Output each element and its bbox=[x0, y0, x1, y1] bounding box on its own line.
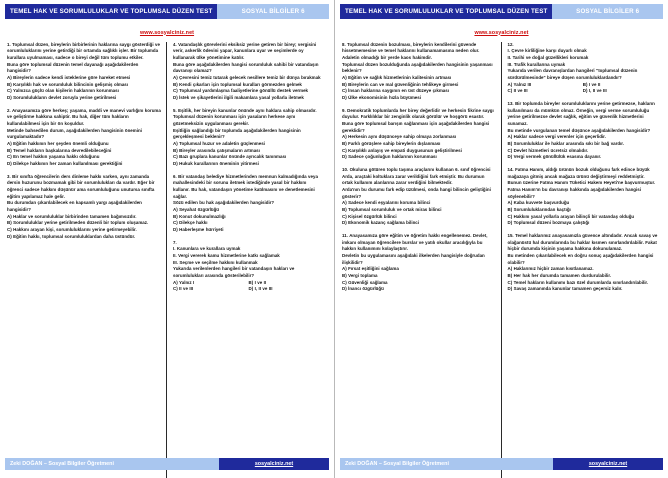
question-7 bbox=[173, 240, 324, 293]
question-ask: Arda'nın bu durumu fark edip üzülmesi, onda hangi bilincin geliştiğini gösterir? bbox=[342, 186, 491, 199]
option-d[interactable]: D) I, II ve III bbox=[248, 286, 273, 292]
question-stem: 14. Fatma Hanım, aldığı ürünün bozuk olduğunu fark edince büyük mağazaya gitmiş ancak mağaza ürünü değiştirmeyi reddetmiştir. Bunun üzerine Fatma Hanım Tüketici Hakem Heyeti'ne başvurmuştur. bbox=[507, 166, 656, 186]
footer-author: Zeki DOĞAN – Sosyal Bilgiler Öğretmeni bbox=[5, 458, 219, 470]
option-d[interactable]: D) Hukuk kurallarının öneminin yitirmesi bbox=[173, 160, 259, 166]
question-11 bbox=[342, 233, 496, 293]
option-c[interactable]: C) Bazı gruplara kanunlar önünde ayrıcalık tanınması bbox=[173, 154, 287, 160]
option-a[interactable]: A) Yalnız III bbox=[507, 81, 532, 87]
footer-author: Zeki DOĞAN – Sosyal Bilgiler Öğretmeni bbox=[340, 458, 553, 470]
page-2-columns bbox=[340, 41, 663, 478]
option-c[interactable]: C) Kişisel özgürlük bilinci bbox=[342, 213, 397, 219]
option-b[interactable]: B) Kendi çıkarları için toplumsal kuralları görmezden gelmek bbox=[173, 81, 302, 87]
option-row-1 bbox=[173, 280, 324, 287]
option-a[interactable]: A) Kaba kuvvete başvurduğu bbox=[507, 200, 570, 206]
footer-site-link[interactable]: sosyalciniz.net bbox=[588, 461, 628, 467]
worksheet-page-2 bbox=[334, 0, 668, 478]
question-ask: Metinde bahsedilen durum, aşağıdakilerden hangisinin önemini vurgulamaktadır? bbox=[7, 127, 142, 140]
question-ask: Buna göre toplumsal barışın sağlanması için aşağıdakilerden hangisi gereklidir? bbox=[342, 120, 490, 133]
option-c[interactable]: C) II ve III bbox=[173, 286, 194, 292]
question-stem: 9. Demokratik toplumlarda her birey değerlidir ve herkesin fikrine saygı duyulur. Farklılıklar bir zenginlik olarak görülür ve hoşgörü esastır. bbox=[342, 107, 494, 120]
option-c[interactable]: C) Dilekçe hakkı bbox=[173, 220, 208, 226]
option-d[interactable]: D) İstek ve şikayetlerini ilgili makamlara yasal yollarla iletmek bbox=[173, 94, 304, 100]
footer-site-link[interactable]: sosyalciniz.net bbox=[254, 461, 294, 467]
page-header bbox=[5, 4, 329, 19]
option-d[interactable]: D) I, II ve III bbox=[582, 88, 607, 94]
option-d[interactable]: D) Eğitim hakkı, toplumsal sorumluluklardan daha üstündür. bbox=[7, 233, 136, 239]
option-a[interactable]: A) Fırsat eşitliğini sağlama bbox=[342, 266, 399, 272]
page-footer bbox=[340, 458, 663, 470]
question-ask: Bu durumdan çıkarılabilecek en kapsamlı yargı aşağıdakilerden hangisidir? bbox=[7, 200, 142, 212]
option-b[interactable]: B) I ve II bbox=[248, 279, 267, 285]
option-row-2 bbox=[173, 286, 324, 293]
question-stem: 2. Anayasamıza göre herkeş; yaşama, maddi ve manevi varlığını koruma ve geliştirme hakkına sahiptir. Bu hak, diğer tüm hakların kullanılabilmesi için bir ön koşuldur. bbox=[7, 107, 161, 126]
question-stem: 4. Vatandaşlık görevlerini eksiksiz yerine getiren bir birey; vergisini verir, askerlik ödevini yapar, kanunlara uyar ve seçimlerde oy kullanarak ülke yönetimine katılır. bbox=[173, 41, 317, 60]
option-a[interactable]: A) Bireylerin sadece kendi isteklerine göre hareket etmesi bbox=[7, 74, 131, 80]
question-6 bbox=[173, 174, 324, 234]
roman-item-3: III. Trafik kurallarına uymak bbox=[507, 61, 566, 67]
option-b[interactable]: B) Toplumsal sorumluluk ve ortak miras bilinci bbox=[342, 206, 442, 212]
option-d[interactable]: D) Dilekçe hakkının her zaman kullanılması gerektiğini bbox=[7, 160, 123, 166]
option-d[interactable]: D) Ülke ekonomisinin hızla büyümesi bbox=[342, 94, 421, 100]
question-number: 7. bbox=[173, 239, 177, 245]
question-stem: 1. Toplumsal düzen, bireylerin birbirlerinin haklarına saygı gösterdiği ve sorumluluklarını yerine getirdiği bir ortamda sağlıklı işler. Bir toplumda kurallara uyulmaması, sadece o bireyi değil tüm toplumu etkiler. bbox=[7, 41, 160, 60]
option-row-2 bbox=[508, 88, 659, 95]
question-9 bbox=[342, 108, 496, 161]
question-5 bbox=[173, 108, 324, 168]
question-12 bbox=[508, 42, 659, 95]
question-stem: 15. Temel haklarımız anayasamızla güvence altındadır. Ancak savaş ve olağanüstü hal durumlarında bu haklar kısmen sınırlandırılabilir. Fakat hiçbir durumda kişinin yaşama hakkına dokunulamaz. bbox=[507, 232, 658, 252]
header-url-row bbox=[5, 19, 329, 41]
option-c[interactable]: C) İnsan haklarına saygının en üst düzeye çıkması bbox=[342, 88, 449, 94]
option-c[interactable]: C) Hakkını arayan kişi, sorumluluklarını yerine getirmeyebilir. bbox=[7, 226, 137, 232]
question-stem: 6. Bir vatandaş belediye hizmetlerinden memnun kalmadığında veya mahallesindeki bir sorunu iletmek istediğinde yasal bir hakkını kullanır. Bu hak, vatandaşın yönetime katılmasını ve denetlemesini sağlar. bbox=[173, 173, 318, 199]
roman-item-2: II. Vergi vererek kamu hizmetlerine katkı sağlamak bbox=[173, 252, 280, 258]
header-title: TEMEL HAK VE SORUMLULUKLAR VE TOPLUMSAL DÜZEN TEST bbox=[340, 4, 552, 19]
option-a[interactable]: A) Çevresini temiz tutarak gelecek nesillere temiz bir dünya bırakmak bbox=[173, 74, 321, 80]
option-d[interactable]: D) Ekonomik kazanç sağlama bilinci bbox=[342, 220, 420, 226]
option-c[interactable]: C) Hakkını yasal yollarla arayan bilinçli bir vatandaş olduğu bbox=[507, 213, 635, 219]
option-c[interactable]: C) II ve III bbox=[507, 88, 528, 94]
option-d[interactable]: D) Vergi vermek gönüllülük esasına dayanır. bbox=[507, 154, 602, 160]
page-1-column-right bbox=[167, 42, 329, 478]
page-footer bbox=[5, 458, 329, 470]
question-stem: 13. Bir toplumda bireyler sorumluluklarını yerine getirmezse, hakların kullanılması da mümkün olmaz. Örneğin, vergi verme sorumluluğu yerine getirilmezse devlet sağlık, eğitim ve güvenlik hizmetlerini sunamaz. bbox=[507, 100, 655, 126]
option-a[interactable]: A) Seyahat özgürlüğü bbox=[173, 206, 220, 212]
option-d[interactable]: D) İnancı özgürlüğü bbox=[342, 286, 384, 292]
question-13 bbox=[508, 101, 659, 161]
question-8 bbox=[342, 42, 496, 102]
question-ask: Yukarıda verilen davranışlardan hangileri "toplumsal düzenin sürdürülmesinde" bireye düşen sorumluluklardandır? bbox=[507, 68, 638, 80]
header-url-row bbox=[340, 19, 663, 41]
header-title: TEMEL HAK VE SORUMLULUKLAR VE TOPLUMSAL DÜZEN TEST bbox=[5, 4, 217, 19]
option-a[interactable]: A) Herkesin aynı düşünceye sahip olmaya zorlanması bbox=[342, 134, 457, 140]
option-a[interactable]: A) Haklar sadece vergi verenler için geçerlidir. bbox=[507, 134, 606, 140]
option-c[interactable]: C) Temel hakların kullanımı bazı özel durumlarda sınırlandırılabilir. bbox=[507, 279, 649, 285]
option-c[interactable]: C) Karşılıklı anlayış ve empati duygusunun geliştirilmesi bbox=[342, 147, 462, 153]
question-number: 12. bbox=[507, 41, 514, 47]
question-4 bbox=[173, 42, 324, 102]
option-b[interactable]: B) Temel hakların başkalarına devredilebileceğini bbox=[7, 147, 112, 153]
question-ask: Toplumsal düzen bozulduğunda aşağıdakilerden hangisinin yaşanması beklenir? bbox=[342, 61, 493, 74]
option-b[interactable]: B) Sorumluluklar ile haklar arasında sıkı bir bağ vardır. bbox=[507, 140, 625, 146]
option-b[interactable]: B) Sorumluluklar yerine getirilmeden düzenli bir toplum oluşamaz. bbox=[7, 220, 149, 226]
option-a[interactable]: A) Eğitim ve sağlık hizmetlerinin kalitesinin artması bbox=[342, 74, 452, 80]
option-row-1 bbox=[508, 82, 659, 89]
question-ask: Bu metinde vurgulanan temel düşünce aşağıdakilerden hangisidir? bbox=[507, 127, 651, 133]
question-15 bbox=[508, 233, 659, 293]
header-site-link[interactable]: www.sosyalciniz.net bbox=[139, 29, 195, 36]
option-b[interactable]: B) Sorumluluklarından kaçtığı bbox=[507, 206, 571, 212]
question-stem: 11. Anayasamıza göre eğitim ve öğretim hakkı engellenemez. Devlet, imkanı olmayan öğrencilere burslar ve yatılı okullar aracılığıyla bu hakkın kullanımını kolaylaştırır. bbox=[342, 232, 488, 252]
question-stem: 8. Toplumsal düzenin bozulması, bireylerin kendilerini güvende hissetmemesine ve temel haklarını kullanamamasına neden olur. Adaletin olmadığı bir yerde kaos hakimdir. bbox=[342, 41, 480, 60]
footer-site-box bbox=[219, 458, 329, 470]
header-subject-badge: SOSYAL BİLGİLER 6 bbox=[552, 4, 663, 19]
question-ask: Yukarıda verilenlerden hangileri bir vatandaşın hakları ve sorumlulukları arasında gösterilebilir? bbox=[173, 266, 295, 278]
question-14 bbox=[508, 167, 659, 227]
option-c[interactable]: C) Devlet hizmetleri ücretsiz olmalıdır. bbox=[507, 147, 589, 153]
header-site-link[interactable]: www.sosyalciniz.net bbox=[474, 29, 529, 36]
page-1-columns bbox=[5, 41, 329, 478]
question-2 bbox=[7, 108, 161, 168]
option-d[interactable]: D) Sadece çoğunluğun haklarının korunması bbox=[342, 154, 437, 160]
question-ask: Bu metinden çıkarılabilecek en doğru sonuç aşağıdakilerden hangisi olabilir? bbox=[507, 252, 654, 265]
option-b[interactable]: B) Karşılıklı hak ve sorumluluk bilincinin gelişmiş olması bbox=[7, 81, 129, 87]
option-b[interactable]: B) I ve II bbox=[582, 81, 601, 87]
question-3 bbox=[7, 174, 161, 241]
roman-item-1: I. Kanunlara ve kurallara uymak bbox=[173, 246, 241, 252]
question-ask: Devletin bu uygulamasını aşağıdaki ilkelerden hangisiyle doğrudan ilişkilidir? bbox=[342, 252, 485, 265]
option-a[interactable]: A) Haklar ve sorumluluklar birbirinden tamamen bağımsızdır. bbox=[7, 213, 137, 219]
page-header bbox=[340, 4, 663, 19]
option-b[interactable]: B) Her hak her durumda tamamen durdurulabilir. bbox=[507, 273, 612, 278]
question-stem: 10. Okuluna götüren toplu taşıma araçlarını kullanan 6. sınıf öğrencisi Arda, araçtaki koltuklara zarar verildiğini fark etmiştir. Bu durumun ortak kullanım alanlarına zarar verdiğini bilmektedir. bbox=[342, 166, 491, 186]
question-ask: Buna göre toplumsal düzenin temel dayanağı aşağıdakilerden hangisidir? bbox=[7, 61, 139, 74]
question-ask: Sözü edilen bu hak aşağıdakilerden hangisidir? bbox=[173, 200, 275, 206]
option-b[interactable]: B) Bireylerin can ve mal güvenliğinin tehlikeye girmesi bbox=[342, 81, 459, 87]
option-a[interactable]: A) Sadece kendi eşyalarını koruma bilinci bbox=[342, 200, 431, 206]
option-a[interactable]: A) Toplumsal huzur ve adaletin güçlenmesi bbox=[173, 140, 265, 146]
option-b[interactable]: B) Bireyler arasında çatışmaların artması bbox=[173, 147, 260, 153]
option-d[interactable]: D) Sorumlulukların devlet zoruyla yerine getirilmesi bbox=[7, 94, 117, 100]
footer-site-box bbox=[553, 458, 663, 470]
option-c[interactable]: C) Güvenliği sağlama bbox=[342, 279, 388, 285]
option-d[interactable]: D) Savaş zamanında kanunlar tamamen geçersiz kalır. bbox=[507, 286, 623, 292]
question-ask: Fatma Hanım'ın bu davranışı hakkında aşağıdakilerden hangisi söylenebilir? bbox=[507, 186, 641, 199]
option-c[interactable]: C) En temel hakkın yaşama hakkı olduğunu bbox=[7, 154, 100, 160]
question-stem: 3. Bir sınıfta öğrencilerin ders dinleme hakkı varken, aynı zamanda dersin huzurunu bozmamak gibi bir sorumlulukları da vardır. Eğer bir öğrenci sadece hakkını düşünür ama sorumluluğunu unutursa sınıfta eğitim yapılamaz hale gelir. bbox=[7, 173, 155, 199]
option-c[interactable]: C) Toplumsal yardımlaşma faaliyetlerine gönüllü destek vermek bbox=[173, 88, 309, 94]
option-a[interactable]: A) Eğitim hakkının her şeyden önemli olduğunu bbox=[7, 140, 109, 146]
question-stem: 5. Eşitlik, her bireyin kanunlar önünde aynı haklara sahip olmasıdır. Toplumsal düzenin korunması için yasaların herkese aynı gözetmeksizin uygulanması gerekir. bbox=[173, 107, 317, 126]
option-d[interactable]: D) Toplumsal düzeni bozmaya çalıştığı bbox=[507, 220, 590, 226]
question-1 bbox=[7, 42, 161, 102]
option-a[interactable]: A) Haklarımız hiçbir zaman kısıtlanamaz. bbox=[507, 266, 594, 272]
page-2-column-left bbox=[340, 42, 502, 478]
question-ask: Eşitliğin sağlandığı bir toplumda aşağıdakilerden hangisinin gerçekleşmesi beklenir? bbox=[173, 127, 301, 140]
page-2-column-right bbox=[502, 42, 664, 478]
page-1-column-left bbox=[5, 42, 167, 478]
roman-item-3: III. Seçme ve seçilme hakkını kullanmak bbox=[173, 259, 258, 265]
option-b[interactable]: B) Vergi toplama bbox=[342, 273, 378, 278]
option-c[interactable]: C) Yalnızca güçlü olan kişilerin haklarının korunması bbox=[7, 88, 119, 94]
roman-item-1: I. Çevre kirliliğine karşı duyarlı olmak bbox=[507, 48, 587, 54]
question-10 bbox=[342, 167, 496, 227]
roman-item-2: II. Tarihi ve doğal güzellikleri korumak bbox=[507, 54, 589, 60]
option-b[interactable]: B) Konut dokunulmazlığı bbox=[173, 213, 226, 219]
option-a[interactable]: A) Yalnız I bbox=[173, 279, 195, 285]
header-subject-badge: SOSYAL BİLGİLER 6 bbox=[217, 4, 329, 19]
question-ask: Buna göre aşağıdakilerden hangisi sorumluluk sahibi bir vatandaşın davranışı olamaz? bbox=[173, 61, 319, 74]
option-b[interactable]: B) Farklı görüşlere sahip bireylerin dışlanması bbox=[342, 140, 441, 146]
option-d[interactable]: D) Haberleşme hürriyeti bbox=[173, 226, 224, 232]
